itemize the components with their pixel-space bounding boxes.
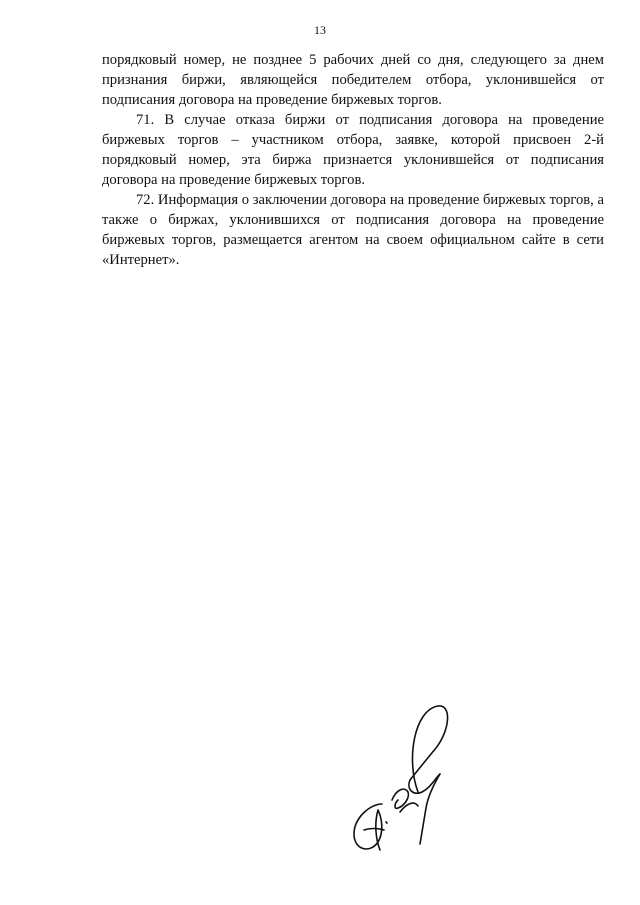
handwritten-signature bbox=[348, 700, 458, 860]
page-number: 13 bbox=[314, 23, 326, 37]
paragraph-continuation: порядковый номер, не позднее 5 рабочих дней со дня, следующего за днем признания биржи, являющейся победителем отбора, уклонившейся от подписания договора на проведение биржевых торгов. bbox=[102, 52, 604, 108]
paragraph-71: 71. В случае отказа биржи от подписания договора на проведение биржевых торгов – участником отбора, заявке, которой присвоен 2-й порядковый номер, эта биржа признается уклонившейся от подписания договора на проведение биржевых торгов. bbox=[102, 112, 604, 188]
paragraph-72: 72. Информация о заключении договора на проведение биржевых торгов, а также о биржах, уклонившихся от подписания договора на проведение биржевых торгов, размещается агентом на своем официальном сайте в сети «Интернет». bbox=[102, 192, 604, 268]
document-body bbox=[102, 50, 604, 270]
